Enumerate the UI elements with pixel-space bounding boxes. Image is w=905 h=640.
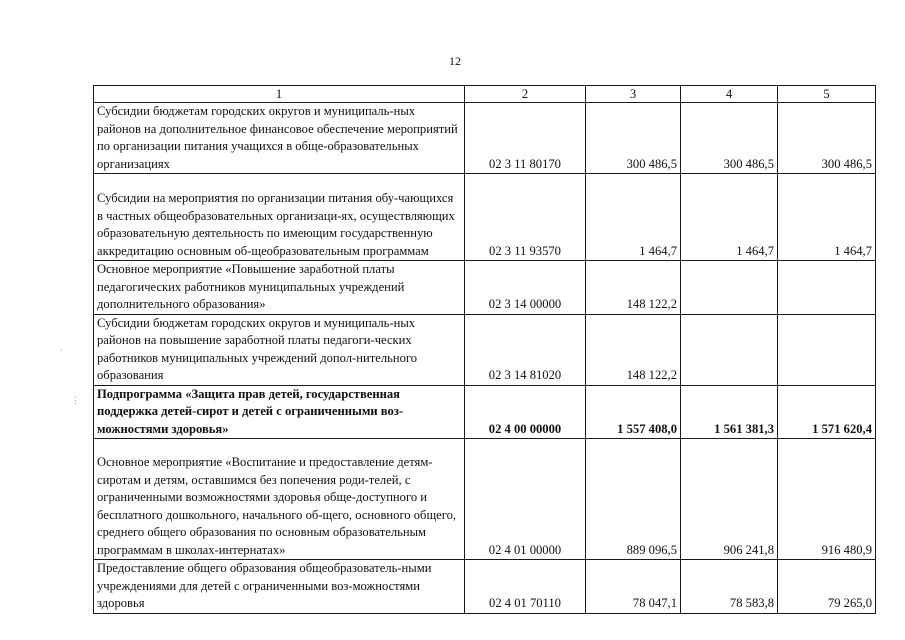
row-value-col5: 1 464,7 [778, 174, 876, 261]
row-value-col3: 148 122,2 [586, 261, 681, 315]
row-value-col3: 300 486,5 [586, 103, 681, 174]
row-code: 02 4 01 70110 [465, 560, 586, 614]
row-name: Предоставление общего образования общеобразователь-ными учреждениями для детей с ограниченными воз-можностями здоровья [94, 560, 465, 614]
row-value-col3: 78 047,1 [586, 560, 681, 614]
row-value-col5: 300 486,5 [778, 103, 876, 174]
row-code: 02 3 11 80170 [465, 103, 586, 174]
column-header: 1 [94, 86, 465, 103]
row-value-col5: 916 480,9 [778, 439, 876, 560]
scan-margin-mark: ⋮ [71, 395, 80, 405]
row-code: 02 4 00 00000 [465, 385, 586, 439]
column-header: 3 [586, 86, 681, 103]
table-row [94, 261, 876, 315]
row-name: Основное мероприятие «Повышение заработной платы педагогических работников муниципальных учреждений дополнительного образования» [94, 261, 465, 315]
budget-table [93, 85, 876, 614]
scan-margin-mark: · [60, 345, 63, 355]
row-name: Субсидии на мероприятия по организации питания обу-чающихся в частных общеобразовательных организаци-ях, осуществляющих образовательную деятельность по имеющим государственную аккредитацию основным об-щеобразовательным программам [94, 174, 465, 261]
column-header: 4 [681, 86, 778, 103]
row-value-col4 [681, 314, 778, 385]
row-value-col4 [681, 261, 778, 315]
table-row-subprogram [94, 385, 876, 439]
row-value-col3: 148 122,2 [586, 314, 681, 385]
row-name: Субсидии бюджетам городских округов и муниципаль-ных районов на повышение заработной платы педагоги-ческих работников муниципальных учреждений допол-нительного образования [94, 314, 465, 385]
row-code: 02 3 11 93570 [465, 174, 586, 261]
row-value-col5: 79 265,0 [778, 560, 876, 614]
row-value-col4: 906 241,8 [681, 439, 778, 560]
table-row [94, 174, 876, 261]
row-value-col5 [778, 261, 876, 315]
column-header: 2 [465, 86, 586, 103]
table-row [94, 439, 876, 560]
table-row [94, 103, 876, 174]
row-code: 02 3 14 00000 [465, 261, 586, 315]
row-value-col4: 1 561 381,3 [681, 385, 778, 439]
row-name: Основное мероприятие «Воспитание и предоставление детям-сиротам и детям, оставшимся без попечения роди-телей, с ограниченными возможностями здоровья обще-доступного и бесплатного дошкольного, начального об-щего, основного общего, среднего общего образования по основным образовательным программам в школах-интернатах» [94, 439, 465, 560]
row-code: 02 3 14 81020 [465, 314, 586, 385]
row-value-col5: 1 571 620,4 [778, 385, 876, 439]
row-value-col4: 300 486,5 [681, 103, 778, 174]
table-row [94, 314, 876, 385]
row-value-col4: 1 464,7 [681, 174, 778, 261]
row-value-col3: 1 557 408,0 [586, 385, 681, 439]
row-code: 02 4 01 00000 [465, 439, 586, 560]
table-header-row [94, 86, 876, 103]
row-name: Подпрограмма «Защита прав детей, государственная поддержка детей-сирот и детей с ограниченными воз-можностями здоровья» [94, 385, 465, 439]
row-value-col3: 1 464,7 [586, 174, 681, 261]
table-row [94, 560, 876, 614]
row-value-col5 [778, 314, 876, 385]
row-value-col4: 78 583,8 [681, 560, 778, 614]
row-name: Субсидии бюджетам городских округов и муниципаль-ных районов на дополнительное финансовое обеспечение мероприятий по организации питания учащихся в обще-образовательных организациях [94, 103, 465, 174]
page-number: 12 [449, 54, 461, 68]
column-header: 5 [778, 86, 876, 103]
row-value-col3: 889 096,5 [586, 439, 681, 560]
